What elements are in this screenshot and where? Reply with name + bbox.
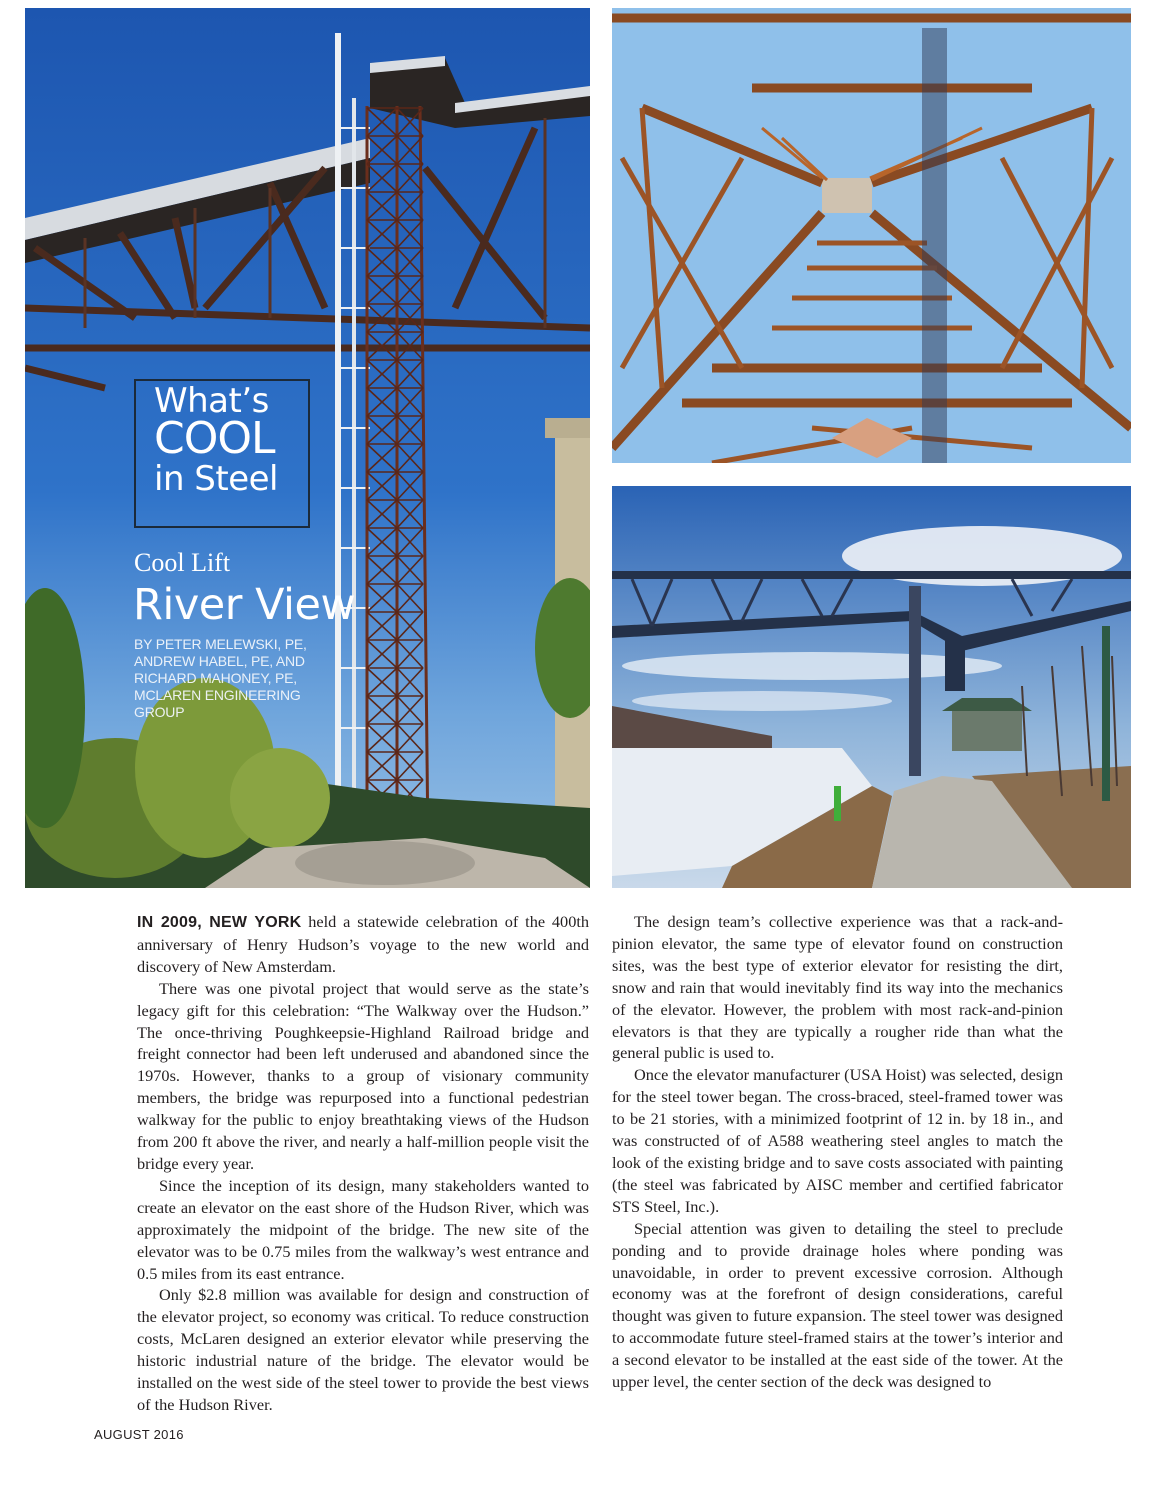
article-byline <box>134 636 334 721</box>
department-title-box <box>134 379 310 528</box>
top-right-photo-illustration <box>612 8 1131 463</box>
article-column-1 <box>137 911 589 1416</box>
top-right-photo-tower-interior <box>612 8 1131 463</box>
bottom-right-photo-bridge-river <box>612 486 1131 888</box>
paragraph-text: held a statewide celebration of the 400th anniversary of Henry Hudson’s voyage to the new world and discovery of New Amsterdam. <box>137 912 589 976</box>
department-title-line1: What’s <box>154 381 269 421</box>
article-column-2 <box>612 911 1063 1393</box>
article-paragraph: Once the elevator manufacturer (USA Hoist) was selected, design for the steel tower began. The cross-braced, steel-framed tower was to be 21 stories, with a minimized footprint of 12 in. by 18 in., and was constructed of of A588 weathering steel angles to match the look of the existing bridge and to save costs associated with painting (the steel was fabricated by AISC member and certified fabricator STS Steel, Inc.). <box>612 1065 1063 1216</box>
byline-line: BY PETER MELEWSKI, PE, <box>134 636 307 652</box>
article-lead-in: IN 2009, NEW YORK <box>137 914 302 931</box>
byline-line: GROUP <box>134 704 185 720</box>
article-paragraph: Since the inception of its design, many stakeholders wanted to create an elevator on the east shore of the Hudson River, which was approximately the midpoint of the bridge. The new site of the elevator was to be 0.75 miles from the walkway’s west entrance and 0.5 miles from its east entrance. <box>137 1175 589 1283</box>
byline-line: ANDREW HABEL, PE, AND <box>134 653 305 669</box>
issue-date-footer: AUGUST 2016 <box>94 1427 184 1442</box>
byline-line: MCLAREN ENGINEERING <box>134 687 301 703</box>
article-kicker: Cool Lift <box>134 548 231 577</box>
department-title-line2: COOL <box>154 413 275 464</box>
department-title-line3: in Steel <box>154 459 278 499</box>
byline-line: RICHARD MAHONEY, PE, <box>134 670 297 686</box>
article-paragraph: Special attention was given to detailing the steel to preclude ponding and to provide drainage holes where ponding was unavoidable, in order to prevent excessive corrosion. Although economy was at the forefront of design considerations, careful thought was given to future expansion. The steel tower was designed to accommodate future steel-framed stairs at the tower’s interior and a second elevator to be installed at the east side of the tower. At the upper level, the center section of the deck was designed to <box>612 1218 1063 1392</box>
bottom-right-photo-illustration <box>612 486 1131 888</box>
article-paragraph: Only $2.8 million was available for design and construction of the elevator project, so economy was critical. To reduce construction costs, McLaren designed an exterior elevator while preserving the historic industrial nature of the bridge. The elevator would be installed on the west side of the steel tower to provide the best views of the Hudson River. <box>137 1285 589 1414</box>
article-paragraph <box>137 911 589 978</box>
article-paragraph: The design team’s collective experience was that a rack-and-pinion elevator, the same type of elevator found on construction sites, was the best type of exterior elevator for resisting the dirt, snow and rain that would inevitably find its way into the mechanics of the elevator. However, the problem with most rack-and-pinion elevators is that they are typically a rougher ride than what the general public is used to. <box>612 912 1063 1063</box>
article-paragraph: There was one pivotal project that would serve as the state’s legacy gift for this celebration: “The Walkway over the Hudson.” The once-thriving Poughkeepsie-Highland Railroad bridge and freight connector had been left underused and abandoned since the 1970s. However, thanks to a group of visionary community members, the bridge was repurposed into a functional pedestrian walkway for the public to enjoy breathtaking views of the Hudson from 200 ft above the river, and nearly a half-million people visit the bridge every year. <box>137 978 589 1173</box>
article-headline: River View <box>133 580 356 630</box>
